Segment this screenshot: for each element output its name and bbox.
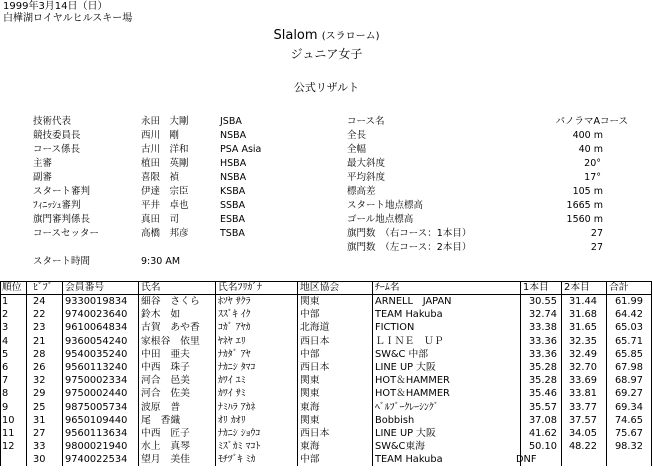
table-cell: TEAM Hakuba	[375, 454, 443, 466]
table-cell: 33.38	[528, 322, 557, 334]
table-cell: 9560113240	[65, 362, 128, 373]
table-cell: 古賀 あや香	[141, 322, 200, 334]
official-role: 旗門審判係長	[33, 214, 91, 225]
table-cell: FICTION	[375, 322, 415, 334]
table-cell: 24	[33, 296, 46, 307]
table-cell: 32.70	[568, 362, 597, 373]
table-cell: 3	[2, 322, 9, 334]
table-cell: ﾅｶﾆｼ ｼｮｳｺ	[218, 428, 261, 439]
event-date: 1999年3月14日（日）	[3, 1, 108, 12]
table-header-cell: 氏名ﾌﾘｶﾞﾅ	[218, 282, 263, 293]
table-cell: 35.28	[528, 362, 557, 373]
table-cell: 74.65	[614, 414, 643, 426]
course-value: 105 m	[572, 186, 603, 197]
event-title	[0, 29, 653, 42]
table-cell: DNF	[516, 454, 537, 466]
table-cell: 33.36	[528, 335, 557, 347]
table-column-rule	[372, 281, 373, 466]
course-label: コース名	[347, 116, 385, 127]
table-cell: 9750002334	[65, 375, 128, 387]
course-label: 旗門数 （左コース：2本目）	[347, 242, 472, 253]
official-name: 高橋 邦彦	[141, 228, 189, 239]
official-assoc: KSBA	[220, 186, 246, 197]
table-cell: 9	[2, 401, 9, 413]
table-cell: 中西 珠子	[141, 362, 190, 373]
table-cell: 28	[33, 348, 46, 360]
table-cell: 31	[33, 414, 46, 426]
course-value: 20°	[584, 158, 601, 169]
table-cell: 31.65	[568, 322, 597, 334]
official-assoc: NSBA	[220, 172, 247, 183]
event-title-text: Slalom	[273, 28, 318, 43]
table-cell: ﾍﾞﾙﾌﾞｰｸﾚｰｼﾝｸﾞ	[375, 401, 439, 413]
table-cell: ﾐｽﾞｶﾐ ﾏｺﾄ	[218, 441, 261, 453]
table-cell: 9610064834	[65, 322, 128, 334]
official-name: 西川 剛	[141, 130, 180, 141]
table-cell: 9800021940	[65, 441, 128, 453]
official-name: 伊達 宗臣	[141, 186, 189, 197]
official-assoc: NSBA	[220, 130, 247, 141]
course-value: 17°	[584, 172, 601, 183]
course-value: 27	[590, 242, 603, 253]
table-cell: 望月 美佳	[141, 454, 190, 466]
official-role: 競技委員長	[33, 130, 81, 141]
course-value: パノラマAコース	[555, 116, 628, 127]
table-cell: ｶﾜｲ ｻﾐ	[218, 388, 246, 400]
table-cell: 中部	[300, 348, 320, 360]
table-header-cell: 2本目	[564, 282, 590, 293]
table-cell: 中部	[300, 309, 320, 321]
course-label: 全長	[347, 130, 367, 141]
table-cell: 33.69	[568, 375, 597, 387]
table-header-cell: 合計	[609, 282, 629, 293]
official-role: ﾌｨﾆｯｼｭ審判	[33, 200, 81, 211]
table-cell: ｵﾘ ｶｵﾘ	[218, 414, 246, 426]
table-cell: 6	[2, 362, 9, 373]
table-cell: ARNELL JAPAN	[375, 296, 452, 307]
table-cell: 33.77	[568, 401, 597, 413]
table-column-rule	[606, 281, 607, 466]
table-cell: 西日本	[300, 362, 330, 373]
table-cell: 98.32	[614, 441, 643, 453]
table-cell: ﾔﾈﾔ ｴﾘ	[218, 335, 246, 347]
table-cell: 48.22	[568, 441, 597, 453]
table-cell: 9560113634	[65, 428, 128, 439]
table-cell: 31.44	[568, 296, 597, 307]
official-assoc: TSBA	[220, 228, 245, 239]
table-cell: 中部	[300, 454, 320, 466]
table-cell: HOT＆HAMMER	[375, 388, 450, 400]
table-cell: ﾅｶﾆｼ ﾀﾏｺ	[218, 362, 256, 373]
table-cell: 9750002440	[65, 388, 128, 400]
table-cell: 5	[2, 348, 9, 360]
table-cell: 西日本	[300, 335, 330, 347]
table-cell: 26	[33, 362, 46, 373]
table-cell: 10	[2, 414, 15, 426]
official-assoc: JSBA	[220, 116, 242, 127]
table-cell: 2	[2, 309, 9, 321]
table-cell: 東海	[300, 441, 320, 453]
table-cell: 関東	[300, 296, 320, 307]
table-cell: 35.46	[528, 388, 557, 400]
table-cell: 尾 香織	[141, 414, 181, 426]
table-cell: 32.35	[568, 335, 597, 347]
course-label: ゴール地点標高	[347, 214, 414, 225]
event-title-kana: (スラローム)	[321, 31, 380, 42]
table-cell: SW&C 中部	[375, 348, 429, 360]
table-cell: ﾅﾐﾊﾗ ｱｶﾈ	[218, 401, 256, 413]
table-cell: 関東	[300, 388, 320, 400]
table-column-rule	[62, 281, 63, 466]
table-cell: 9740023640	[65, 309, 128, 321]
table-cell: 鈴木 如	[141, 309, 181, 321]
table-cell: 22	[33, 309, 46, 321]
table-cell: 35.28	[528, 375, 557, 387]
table-cell: 61.99	[614, 296, 643, 307]
table-cell: 32.49	[568, 348, 597, 360]
official-assoc: PSA Asia	[220, 144, 262, 155]
table-cell: 北海道	[300, 322, 330, 334]
course-label: 旗門数 （右コース：1本目）	[347, 228, 472, 239]
table-cell: LINE UP 大阪	[375, 362, 436, 373]
table-cell: 中田 亜夫	[141, 348, 190, 360]
table-cell: 細谷 さくら	[141, 296, 200, 307]
result-title: 公式リザルト	[293, 81, 360, 94]
table-cell: ｶﾜｲ ﾕﾐ	[218, 375, 246, 387]
table-cell: 69.34	[614, 401, 643, 413]
table-cell: 34.05	[568, 428, 597, 439]
table-cell: 関東	[300, 414, 320, 426]
table-header-rule	[0, 294, 651, 295]
official-assoc: ESBA	[220, 214, 246, 225]
course-label: スタート地点標高	[347, 200, 424, 211]
course-label: 全幅	[347, 144, 367, 155]
official-assoc: SSBA	[220, 200, 246, 211]
table-cell: 4	[2, 335, 9, 347]
table-cell: 65.03	[614, 322, 643, 334]
table-header-cell: 順位	[2, 282, 22, 293]
table-cell: ｺｶﾞ ｱﾔｶ	[218, 322, 251, 334]
table-cell: 65.85	[614, 348, 643, 360]
table-header-cell: 地区協会	[300, 282, 340, 293]
table-cell: 関東	[300, 375, 320, 387]
official-name: 植田 英剛	[141, 158, 189, 169]
table-cell: TEAM Hakuba	[375, 309, 443, 321]
table-cell: 27	[33, 428, 46, 439]
table-column-rule	[520, 281, 521, 466]
official-name: 平井 卓也	[141, 200, 189, 211]
start-time-label: スタート時間	[33, 256, 91, 267]
table-cell: 41.62	[528, 428, 557, 439]
event-category: ジュニア女子	[290, 47, 363, 61]
table-cell: 8	[2, 388, 9, 400]
table-cell: 37.57	[568, 414, 597, 426]
table-cell: ＬＩＮＥ ＵＰ	[375, 335, 444, 347]
course-value: 400 m	[572, 130, 603, 141]
course-label: 標高差	[347, 186, 376, 197]
table-cell: 7	[2, 375, 9, 387]
table-column-rule	[26, 281, 27, 466]
table-cell: 30.55	[528, 296, 557, 307]
official-name: 古川 洋和	[141, 144, 189, 155]
table-cell: 35.57	[528, 401, 557, 413]
table-cell: 21	[33, 335, 46, 347]
table-column-rule	[297, 281, 298, 466]
official-role: コースセッター	[33, 228, 100, 239]
table-cell: ﾅｶﾀﾞ ｱﾔ	[218, 348, 251, 360]
table-cell: 波原 普	[141, 401, 181, 413]
table-header-cell: 会員番号	[65, 282, 105, 293]
table-cell: 25	[33, 401, 46, 413]
table-cell: 32.74	[528, 309, 557, 321]
start-time-value: 9:30 AM	[141, 256, 181, 267]
table-cell: 1	[2, 296, 9, 307]
table-header-cell: ﾁｰﾑ名	[375, 282, 400, 293]
table-cell: LINE UP 大阪	[375, 428, 436, 439]
venue-name: 白樺湖ロイヤルヒルスキー場	[3, 13, 133, 24]
table-cell: ﾎｿﾔ ｻｸﾗ	[218, 296, 251, 307]
table-cell: 67.98	[614, 362, 643, 373]
course-value: 1560 m	[566, 214, 603, 225]
table-column-rule	[0, 281, 1, 466]
official-name: 真田 司	[141, 214, 180, 225]
table-cell: 9650109440	[65, 414, 128, 426]
official-role: 副審	[33, 172, 53, 183]
table-cell: 75.67	[614, 428, 643, 439]
official-role: スタート審判	[33, 186, 91, 197]
table-cell: 河合 佐美	[141, 388, 190, 400]
table-cell: 東海	[300, 401, 320, 413]
table-cell: 河合 邑美	[141, 375, 190, 387]
table-column-rule	[215, 281, 216, 466]
table-cell: 31.68	[568, 309, 597, 321]
course-value: 27	[590, 228, 603, 239]
table-cell: 65.71	[614, 335, 643, 347]
official-name: 喜限 禎	[141, 172, 180, 183]
table-cell: 水上 真琴	[141, 441, 190, 453]
official-role: コース係長	[33, 144, 81, 155]
official-name: 永田 大剛	[141, 116, 189, 127]
table-cell: 69.27	[614, 388, 643, 400]
table-cell: 68.97	[614, 375, 643, 387]
table-cell: 9875005734	[65, 401, 128, 413]
table-cell: 12	[2, 441, 15, 453]
course-label: 最大斜度	[347, 158, 386, 169]
table-cell: 33.36	[528, 348, 557, 360]
table-cell: 11	[2, 428, 15, 439]
table-cell: 9540035240	[65, 348, 128, 360]
table-column-rule	[561, 281, 562, 466]
table-cell: ﾓﾁﾂﾞｷ ﾐｶ	[218, 454, 256, 466]
table-cell: Bobbish	[375, 414, 415, 426]
table-cell: 家根谷 依里	[141, 335, 200, 347]
table-cell: SW&C東海	[375, 441, 425, 453]
course-label: 平均斜度	[347, 172, 386, 183]
official-role: 主審	[33, 158, 53, 169]
table-cell: 32	[33, 375, 46, 387]
table-cell: 29	[33, 388, 46, 400]
table-cell: ｽｽﾞｷ ｲｸ	[218, 309, 251, 321]
table-header-cell: 1本目	[523, 282, 549, 293]
table-cell: 50.10	[528, 441, 557, 453]
table-header-cell: 氏名	[141, 282, 161, 293]
table-cell: 37.08	[528, 414, 557, 426]
table-cell: 中西 匠子	[141, 428, 190, 439]
table-cell: 9330019834	[65, 296, 128, 307]
table-cell: HOT＆HAMMER	[375, 375, 450, 387]
course-value: 1665 m	[566, 200, 603, 211]
table-header-cell: ﾋﾞﾌﾞ	[33, 282, 53, 293]
table-column-rule	[138, 281, 139, 466]
table-cell: 西日本	[300, 428, 330, 439]
table-cell: 30	[33, 454, 46, 466]
official-assoc: HSBA	[220, 158, 247, 169]
table-cell: 23	[33, 322, 46, 334]
table-column-rule	[651, 281, 652, 466]
table-cell: 33.81	[568, 388, 597, 400]
table-cell: 33	[33, 441, 46, 453]
course-value: 40 m	[578, 144, 603, 155]
table-cell: 9360054240	[65, 335, 128, 347]
table-cell: 9740022534	[65, 454, 128, 466]
official-role: 技術代表	[33, 116, 72, 127]
table-cell: 64.42	[614, 309, 643, 321]
